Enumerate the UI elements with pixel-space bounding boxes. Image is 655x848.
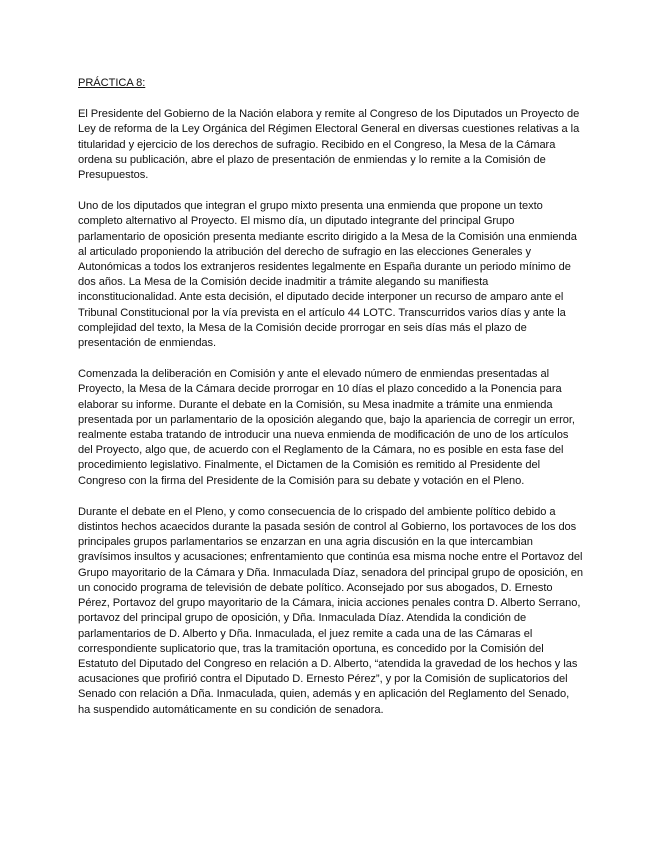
paragraph-2: Uno de los diputados que integran el grupo mixto presenta una enmienda que propone un texto completo alternativo al Proyecto. El mismo día, un diputado integrante del principal Grupo parlamentario de oposición presenta mediante escrito dirigido a la Mesa de la Comisión una enmienda al articulado proponiendo la atribución del derecho de sufragio en las elecciones Generales y Autonómicas a todos los extranjeros residentes legalmente en España durante un periodo mínimo de dos años. La Mesa de la Comisión decide inadmitir a trámite alegando su manifiesta inconstitucionalidad. Ante esta decisión, el diputado decide interponer un recurso de amparo ante el Tribunal Constitucional por la vía prevista en el artículo 44 LOTC. Transcurridos varios días y ante la complejidad del texto, la Mesa de la Comisión decide prorrogar en seis días más el plazo de presentación de enmiendas. (78, 200, 577, 350)
document-body (78, 76, 584, 734)
paragraph-1: El Presidente del Gobierno de la Nación elabora y remite al Congreso de los Diputados un Proyecto de Ley de reforma de la Ley Orgánica del Régimen Electoral General en diversas cuestiones relativas a la titularidad y ejercicio de los derechos de sufragio. Recibido en el Congreso, la Mesa de la Cámara ordena su publicación, abre el plazo de presentación de enmiendas y lo remite a la Comisión de Presupuestos. (78, 108, 580, 182)
document-title: PRÁCTICA 8: (78, 77, 146, 89)
paragraph-3: Comenzada la deliberación en Comisión y ante el elevado número de enmiendas presentadas al Proyecto, la Mesa de la Cámara decide prorrogar en 10 días el plazo concedido a la Ponencia para elaborar su informe. Durante el debate en la Comisión, su Mesa inadmite a trámite una enmienda presentada por un parlamentario de la oposición alegando que, bajo la apariencia de corregir un error, realmente estaba tratando de introducir una nueva enmienda de modificación de uno de los artículos del Proyecto, algo que, de acuerdo con el Reglamento de la Cámara, no es posible en esta fase del procedimiento legislativo. Finalmente, el Dictamen de la Comisión es remitido al Presidente del Congreso con la firma del Presidente de la Comisión para su debate y votación en el Pleno. (78, 368, 575, 487)
paragraph-4: Durante el debate en el Pleno, y como consecuencia de lo crispado del ambiente político debido a distintos hechos acaecidos durante la pasada sesión de control al Gobierno, los portavoces de los dos principales grupos parlamentarios se enzarzan en una agria discusión en la que intercambian gravísimos insultos y acusaciones; enfrentamiento que continúa esa misma noche entre el Portavoz del Grupo mayoritario de la Cámara y Dña. Inmaculada Díaz, senadora del principal grupo de oposición, en un conocido programa de televisión de debate político. Aconsejado por sus abogados, D. Ernesto Pérez, Portavoz del grupo mayoritario de la Cámara, inicia acciones penales contra D. Alberto Serrano, portavoz del principal grupo de oposición, y Dña. Inmaculada Díaz. Atendida la condición de parlamentarios de D. Alberto y Dña. Inmaculada, el juez remite a cada una de las Cámaras el correspondiente suplicatorio que, tras la tramitación oportuna, es concedido por la Comisión del Estatuto del Diputado del Congreso en relación a D. Alberto, “atendida la gravedad de los hechos y las acusaciones que profirió contra el Diputado D. Ernesto Pérez”, y por la Comisión de suplicatorios del Senado con relación a Dña. Inmaculada, quien, además y en aplicación del Reglamento del Senado, ha suspendido automáticamente en su condición de senadora. (78, 505, 583, 716)
